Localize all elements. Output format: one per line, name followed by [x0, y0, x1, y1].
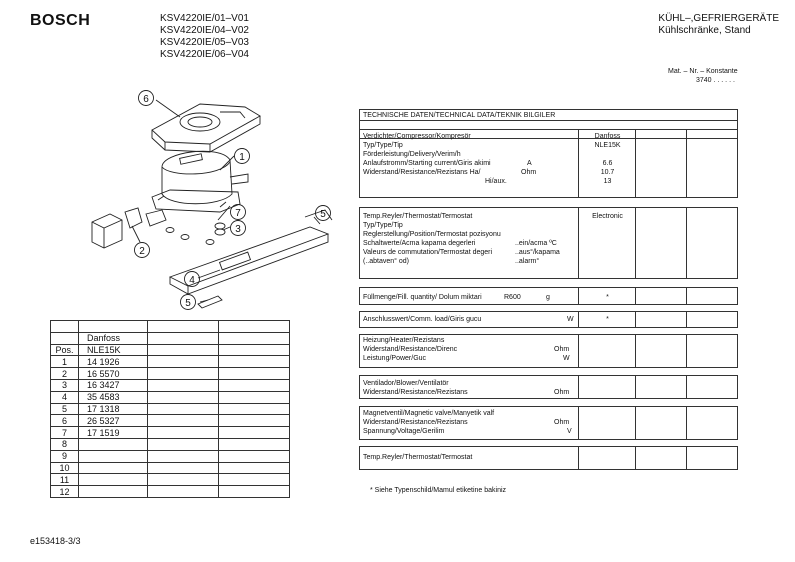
delivery-label: Förderleistung/Delivery/Verim/h: [363, 151, 461, 158]
resistance-label: Widerstand/Resistance/Rezistans: [363, 419, 468, 426]
document-id: e153418-3/3: [30, 536, 81, 546]
unit-label: Ohm: [554, 419, 570, 426]
part-number: 16 5570: [79, 368, 148, 380]
aux-label: Hi/aux.: [485, 178, 507, 185]
model-line: KSV4220IE/01–V01: [160, 13, 249, 24]
exploded-parts-diagram: [70, 82, 345, 312]
fan-label: Ventilador/Blower/Ventilatör: [363, 380, 449, 387]
table-row: [51, 321, 290, 333]
power-label: Anschlusswert/Comm. load/Giris gucu: [363, 316, 482, 323]
resistance-label: Widerstand/Resistance/Rezistans Ha/ Ohm: [363, 169, 537, 176]
unit-label: Ohm: [554, 346, 570, 353]
compressor-value: Danfoss: [594, 133, 621, 140]
table-row: [51, 403, 290, 415]
part-number: [79, 450, 148, 462]
table-row: [51, 356, 290, 368]
heater-label: Heizung/Heater/Rezistans: [363, 337, 445, 344]
part-number: 17 1318: [79, 403, 148, 415]
callout-label: 4: [189, 275, 195, 286]
power-value: *: [606, 316, 609, 323]
part-number: [79, 486, 148, 498]
pos-header: Pos.: [51, 344, 79, 356]
callout-label: 5: [320, 209, 326, 220]
category-line: Kühlschränke, Stand: [658, 25, 751, 36]
pos-number: 6: [51, 415, 79, 427]
table-row: [51, 474, 290, 486]
table-row: [51, 438, 290, 450]
pos-number: 3: [51, 379, 79, 391]
alarm-label: (..abtaven° od) ..alarm°: [363, 258, 540, 265]
grommets-drawing: [166, 223, 225, 245]
type-label: Typ/Type/Tip: [363, 142, 403, 149]
heater-block: [359, 334, 738, 368]
unit-label: Ohm: [554, 389, 570, 396]
table-row: [51, 391, 290, 403]
fill-quantity-value: *: [606, 294, 609, 301]
part-number: 17 1519: [79, 427, 148, 439]
resistance-label: Widerstand/Resistance/Direnc: [363, 346, 458, 353]
starting-current-label: Anlaufstromm/Starting current/Giris akimi A: [363, 160, 532, 167]
compressor-block: [359, 129, 738, 198]
pos-number: 11: [51, 474, 79, 486]
unit-label: Ohm: [521, 169, 537, 176]
power-block: [359, 311, 738, 328]
mat-label: Mat. – Nr. – Konstante: [668, 68, 738, 75]
thermostat-label: Temp.Reyler/Thermostat/Termostat: [363, 213, 473, 220]
part-number: [79, 474, 148, 486]
callout-label: 5: [185, 298, 191, 309]
unit-label: V: [567, 428, 572, 435]
model-line: KSV4220IE/05–V03: [160, 37, 249, 48]
switch-values-label: Schaltwerte/Acma kapama degerleri ..ein/acma ºC: [363, 240, 557, 247]
fill-quantity-block: [359, 287, 738, 305]
table-row: [51, 427, 290, 439]
valve-block: [359, 406, 738, 440]
part-number: [79, 438, 148, 450]
unit-label: g: [546, 294, 550, 301]
thermostat-value: Electronic: [592, 213, 623, 220]
position-label: Reglerstellung/Position/Termostat pozisyonu: [363, 231, 501, 238]
callout-label: 3: [235, 224, 241, 235]
table-row: [51, 486, 290, 498]
unit-label: ..alarm°: [515, 258, 540, 265]
model-line: KSV4220IE/06–V04: [160, 49, 249, 60]
fan-block: [359, 375, 738, 399]
thermostat-label: Temp.Reyler/Thermostat/Termostat: [363, 454, 473, 461]
compressor-model: NLE15K: [79, 344, 148, 356]
part-number: 16 3427: [79, 379, 148, 391]
unit-label: A: [527, 160, 532, 167]
pos-number: 5: [51, 403, 79, 415]
part-number: 26 5327: [79, 415, 148, 427]
callout-label: 2: [139, 246, 145, 257]
pos-number: 1: [51, 356, 79, 368]
brand-logo: BOSCH: [30, 12, 91, 29]
part-number: [79, 462, 148, 474]
callout-label: 6: [143, 94, 149, 105]
table-row: [51, 344, 290, 356]
footnote: * Siehe Typenschild/Mamul etiketine bakiniz: [370, 487, 507, 494]
power-label: Leistung/Power/Guc: [363, 355, 427, 362]
callout-label: 7: [235, 208, 241, 219]
thermostat-block: [359, 207, 738, 279]
category: [658, 13, 779, 37]
compressor-cover-drawing: [152, 104, 260, 152]
unit-label: W: [567, 316, 574, 323]
tech-data-title: TECHNISCHE DATEN/TECHNICAL DATA/TEKNIK BILGILER: [363, 112, 556, 119]
starting-current-value: 6.6: [602, 160, 613, 167]
mat-value: 3740 . . . . . .: [696, 77, 735, 84]
model-list: [160, 13, 249, 61]
material-number: [668, 67, 738, 85]
aux-value: 13: [603, 178, 612, 185]
compressor-brand: Danfoss: [79, 332, 148, 344]
voltage-label: Spannung/Voltage/Gerilim: [363, 428, 445, 435]
pos-number: 7: [51, 427, 79, 439]
valve-label: Magnetventil/Magnetic valve/Manyetik valf: [363, 410, 495, 417]
commutation-label: Valeurs de commutation/Termostat degeri ..aus°/kapama: [363, 249, 560, 256]
table-row: [51, 379, 290, 391]
refrigerant-label: R600: [504, 294, 521, 301]
compressor-label: Verdichter/Compressor/Kompresör: [363, 133, 471, 140]
table-row: [51, 450, 290, 462]
pos-number: 10: [51, 462, 79, 474]
parts-table: [50, 320, 290, 498]
part-number: 35 4583: [79, 391, 148, 403]
type-label: Typ/Type/Tip: [363, 222, 403, 229]
fill-quantity-label: Füllmenge/Fill. quantity/ Dolum miktari: [363, 294, 482, 301]
resistance-label: Widerstand/Resistance/Rezistans: [363, 389, 468, 396]
part-number: 14 1926: [79, 356, 148, 368]
resistance-value: 10.7: [600, 169, 615, 176]
unit-label: ..ein/acma ºC: [515, 240, 557, 247]
type-value: NLE15K: [594, 142, 621, 149]
pos-number: 8: [51, 438, 79, 450]
pos-number: 12: [51, 486, 79, 498]
unit-label: W: [563, 355, 570, 362]
table-row: [51, 415, 290, 427]
table-row: [51, 332, 290, 344]
thermostat2-block: [359, 446, 738, 470]
category-line: KÜHL–,GEFRIERGERÄTE: [658, 13, 779, 24]
pos-number: 4: [51, 391, 79, 403]
table-row: [51, 368, 290, 380]
callout-label: 1: [239, 152, 245, 163]
model-line: KSV4220IE/04–V02: [160, 25, 249, 36]
relay-drawing: [92, 208, 166, 248]
unit-label: ..aus°/kapama: [515, 249, 560, 256]
compressor-drawing: [152, 151, 248, 212]
pos-number: 2: [51, 368, 79, 380]
table-row: [51, 462, 290, 474]
pos-number: 9: [51, 450, 79, 462]
